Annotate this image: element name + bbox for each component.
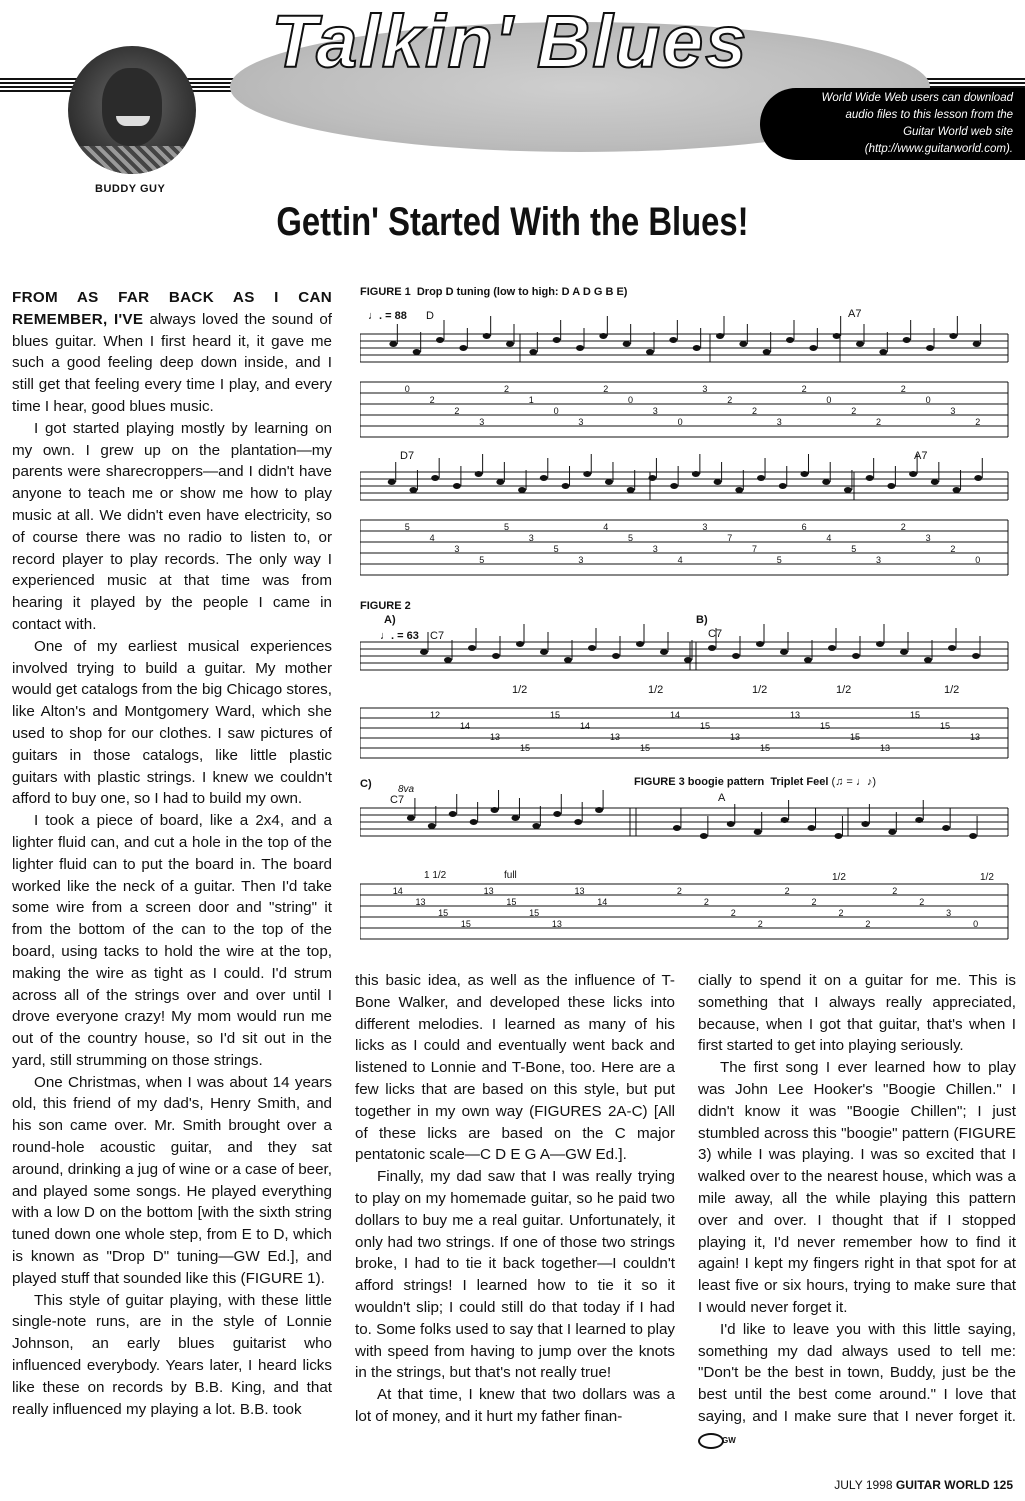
- note-head: [727, 821, 735, 827]
- web-note-line: audio files to this lesson from the: [845, 109, 1013, 121]
- figure-2c-and-3: [360, 772, 1010, 952]
- tempo-marking: ♩. = 63: [380, 630, 419, 642]
- note-head: [483, 333, 491, 339]
- tab-fret-number: 1: [528, 395, 534, 405]
- web-note-line: Guitar World web site: [903, 126, 1013, 138]
- figure-2: [360, 600, 1010, 760]
- note-head: [822, 479, 830, 485]
- note-head: [518, 487, 526, 493]
- note-head: [716, 333, 724, 339]
- note-head: [754, 829, 762, 835]
- bend-label: 1/2: [648, 684, 664, 696]
- tab-fret-number: 0: [973, 919, 979, 929]
- note-head: [844, 487, 852, 493]
- bend-label: 1/2: [836, 684, 852, 696]
- note-head: [800, 471, 808, 477]
- tab-fret-number: 2: [454, 406, 460, 416]
- tab-fret-number: 3: [528, 533, 534, 543]
- chord-symbol: C7: [708, 628, 723, 640]
- note-head: [388, 479, 396, 485]
- note-head: [599, 333, 607, 339]
- chord-symbol: A7: [914, 450, 928, 462]
- tab-fret-number: 3: [946, 908, 952, 918]
- note-head: [529, 349, 537, 355]
- note-head: [684, 657, 692, 663]
- tab-fret-number: 15: [529, 908, 540, 918]
- tab-fret-number: 3: [652, 406, 658, 416]
- web-download-note: [760, 88, 1025, 160]
- paragraph: One of my earliest musical experiences involved trying to build a guitar. My mother would get catalogs from the big Chicago stores, like Alton's and Montgomery Ward, which she used to shop for our clothes. I saw pictures of guitars in those catalogs, like little plastic guitars with plastic strings. I knew we couldn't afford to buy one, so I had to build my own.: [12, 637, 332, 808]
- figure-label: FIGURE 1: [360, 286, 411, 298]
- tab-fret-number: 13: [551, 919, 562, 929]
- note-head: [428, 823, 436, 829]
- tab-fret-number: 3: [876, 555, 882, 565]
- note-head: [856, 341, 864, 347]
- note-head: [673, 825, 681, 831]
- note-head: [389, 341, 397, 347]
- tab-fret-number: 0: [975, 555, 981, 565]
- tab-fret-number: 13: [970, 732, 981, 742]
- tab-fret-number: 2: [838, 908, 844, 918]
- tab-fret-number: 5: [553, 544, 559, 554]
- tab-fret-number: 13: [490, 732, 501, 742]
- note-head: [887, 483, 895, 489]
- note-head: [506, 341, 514, 347]
- tab-fret-number: 13: [610, 732, 621, 742]
- note-head: [444, 657, 452, 663]
- note-head: [876, 641, 884, 647]
- tab-fret-number: 14: [460, 721, 471, 731]
- article-column-3: [698, 970, 1016, 1450]
- photo-caption: BUDDY GUY: [95, 183, 166, 195]
- note-head: [612, 653, 620, 659]
- note-head: [475, 471, 483, 477]
- tab-fret-number: 3: [776, 417, 782, 427]
- tab-fret-number: 15: [760, 743, 771, 753]
- part-label: A): [384, 614, 396, 626]
- note-head: [670, 483, 678, 489]
- note-head: [909, 471, 917, 477]
- photo-shirt: [78, 146, 186, 174]
- note-head: [903, 337, 911, 343]
- note-head: [693, 345, 701, 351]
- swing-notation-icon: (♫ = ♩♪): [831, 776, 877, 788]
- tab-fret-number: 2: [975, 417, 981, 427]
- paragraph: [698, 1319, 1016, 1450]
- tab-fret-number: 7: [727, 533, 733, 543]
- note-head: [834, 833, 842, 839]
- paragraph: This style of guitar playing, with these little single-note runs, are in the style of Lonnie Johnson, an early blues guitarist who influenced everybody. Years later, I heard licks like these on records by B.B. King, and that really influenced my playing a lot. B.B. took: [12, 1291, 332, 1418]
- tab-fret-number: 3: [950, 406, 956, 416]
- paragraph-text: I'd like to leave you with this little saying, something my dad always used to tell me: "Don't be the best in town, Buddy, just be the best until the best come around." I love that saying, and I make sure that I never forget it.: [698, 1320, 1016, 1425]
- tab-fret-number: 0: [628, 395, 634, 405]
- note-head: [511, 815, 519, 821]
- note-head: [700, 833, 708, 839]
- tab-fret-number: 12: [430, 710, 441, 720]
- bend-label: 1/2: [944, 684, 960, 696]
- tab-fret-number: 2: [429, 395, 435, 405]
- note-head: [413, 349, 421, 355]
- part-label: B): [696, 614, 708, 626]
- tab-fret-number: 2: [892, 886, 898, 896]
- tempo-marking: ♩. = 88: [368, 310, 407, 322]
- tab-fret-number: 2: [752, 406, 758, 416]
- note-head: [692, 471, 700, 477]
- tab-fret-number: 2: [876, 417, 882, 427]
- note-head: [780, 649, 788, 655]
- tab-fret-number: 14: [670, 710, 681, 720]
- part-label: C): [360, 778, 372, 790]
- note-head: [491, 807, 499, 813]
- tab-fret-number: 5: [504, 522, 510, 532]
- note-head: [583, 471, 591, 477]
- note-head: [453, 483, 461, 489]
- paragraph: One Christmas, when I was about 14 years old, this friend of my dad's, Henry Smith, and his son came over. Mr. Smith brought over a round-hole acoustic guitar, and they sat around, drinking a jug of wine or a case of beer, and played some songs. He played everything with a low D on the bottom [with the sixth string tuned down one whole step, from E to D, which is known as "Drop D" tuning—GW Ed.], and played stuff that sounded like this (FIGURE 1).: [12, 1073, 332, 1287]
- tab-fret-number: 4: [826, 533, 832, 543]
- tab-fret-number: 5: [404, 522, 410, 532]
- tab-fret-number: 15: [640, 743, 651, 753]
- note-head: [757, 475, 765, 481]
- note-head: [669, 337, 677, 343]
- note-head: [781, 817, 789, 823]
- note-head: [900, 649, 908, 655]
- tab-fret-number: 2: [851, 406, 857, 416]
- note-head: [879, 349, 887, 355]
- note-head: [636, 641, 644, 647]
- bend-label: 1/2: [752, 684, 768, 696]
- note-head: [496, 479, 504, 485]
- chord-symbol: C7: [390, 794, 405, 806]
- tab-fret-number: 7: [752, 544, 758, 554]
- note-head: [763, 349, 771, 355]
- note-head: [532, 823, 540, 829]
- figure-2-heading: FIGURE 2: [360, 600, 411, 612]
- tab-fret-number: 2: [865, 919, 871, 929]
- note-head: [828, 645, 836, 651]
- figure-label: FIGURE 3: [634, 776, 685, 788]
- note-head: [553, 337, 561, 343]
- tab-fret-number: 2: [811, 897, 817, 907]
- page-footer: [834, 1478, 1013, 1492]
- note-head: [646, 349, 654, 355]
- paragraph: I took a piece of board, like a 2x4, and a lighter fluid can, and cut a hole in the top of the lighter fluid can to put the board in. The board worked like the neck of a guitar. Then I'd take some wire from a screen door and "string" it from the bottom of the can to the top of the board, using tacks to hold the wire at the top, making the wire as tight as I could. I'd strum across all of the strings over and over until I drove everyone crazy! My mom would run me out of the country house, so I'd sit out in the yard, still strumming on those strings.: [12, 812, 332, 1069]
- note-head: [786, 337, 794, 343]
- note-head: [605, 479, 613, 485]
- figure-2c-3-notation: [360, 772, 1010, 952]
- tab-fret-number: 4: [429, 533, 435, 543]
- note-head: [660, 649, 668, 655]
- tab-fret-number: 13: [415, 897, 426, 907]
- tab-fret-number: 2: [504, 384, 510, 394]
- note-head: [926, 345, 934, 351]
- bend-label: 1 1/2: [424, 870, 447, 881]
- note-head: [553, 811, 561, 817]
- tab-fret-number: 14: [597, 897, 608, 907]
- note-head: [627, 487, 635, 493]
- tab-fret-number: 2: [603, 384, 609, 394]
- note-head: [576, 345, 584, 351]
- tab-fret-number: 15: [700, 721, 711, 731]
- note-head: [808, 825, 816, 831]
- tab-fret-number: 5: [851, 544, 857, 554]
- figure-caption: Drop D tuning (low to high: D A D G B E): [416, 286, 628, 298]
- tab-fret-number: 15: [506, 897, 517, 907]
- tab-fret-number: 13: [574, 886, 585, 896]
- note-head: [739, 341, 747, 347]
- tab-fret-number: 5: [479, 555, 485, 565]
- tab-fret-number: 15: [940, 721, 951, 731]
- note-head: [924, 657, 932, 663]
- tab-fret-number: 2: [900, 522, 906, 532]
- note-head: [942, 825, 950, 831]
- tab-fret-number: 2: [801, 384, 807, 394]
- tab-fret-number: 3: [925, 533, 931, 543]
- chord-symbol: A7: [848, 308, 862, 320]
- note-head: [436, 337, 444, 343]
- note-head: [459, 345, 467, 351]
- gw-logo-icon: GW: [698, 1433, 724, 1449]
- tab-fret-number: 0: [553, 406, 559, 416]
- article-column-1: [12, 287, 332, 1420]
- note-head: [888, 829, 896, 835]
- tab-fret-number: 2: [900, 384, 906, 394]
- paragraph: this basic idea, as well as the influence of T-Bone Walker, and developed these licks into different melodies. I learned as many of his licks as I could and eventually went back and listened to Lonnie and T-Bone, too. Here are a few licks that are based on this style, but put together in my own way (FIGURES 2A-C) [All of these licks are based on the C major pentatonic scale—C D E G A—GW Ed.].: [355, 972, 675, 1164]
- feel-marking: Triplet Feel: [770, 776, 829, 788]
- note-head: [974, 475, 982, 481]
- buddy-guy-photo: [68, 46, 196, 174]
- tab-fret-number: 3: [479, 417, 485, 427]
- note-head: [540, 475, 548, 481]
- tab-fret-number: 4: [603, 522, 609, 532]
- note-head: [953, 487, 961, 493]
- note-head: [714, 479, 722, 485]
- bend-label: full: [504, 870, 517, 881]
- tab-fret-number: 3: [652, 544, 658, 554]
- web-note-line: (http://www.guitarworld.com).: [864, 143, 1013, 155]
- chord-symbol: D7: [400, 450, 415, 462]
- tab-fret-number: 2: [919, 897, 925, 907]
- note-head: [732, 653, 740, 659]
- note-head: [409, 487, 417, 493]
- note-head: [595, 807, 603, 813]
- tab-fret-number: 13: [880, 743, 891, 753]
- bend-label: 1/2: [832, 872, 846, 883]
- tab-fret-number: 5: [776, 555, 782, 565]
- tab-fret-number: 2: [727, 395, 733, 405]
- note-head: [470, 819, 478, 825]
- tab-fret-number: 4: [677, 555, 683, 565]
- tab-fret-number: 0: [677, 417, 683, 427]
- tab-fret-number: 15: [820, 721, 831, 731]
- note-head: [468, 645, 476, 651]
- note-head: [779, 483, 787, 489]
- page-header: [0, 0, 1025, 200]
- note-head: [562, 483, 570, 489]
- note-head: [492, 653, 500, 659]
- chord-symbol: C7: [430, 630, 445, 642]
- paragraph: [12, 287, 332, 418]
- tab-fret-number: 13: [730, 732, 741, 742]
- tab-fret-number: 14: [392, 886, 403, 896]
- note-head: [756, 641, 764, 647]
- paragraph: cially to spend it on a guitar for me. This is something that I always really appreciated, because, when I got that guitar, that's when I first started to get into playing seriously.: [698, 972, 1016, 1055]
- paragraph: Finally, my dad saw that I was really trying to play on my homemade guitar, so he paid two dollars to buy me a real guitar. Unfortunately, it only had two strings. If one of those two strings broke, I had to tie it back together—I couldn't afford strings! I learned how to tie it so it wouldn't slip; I could still do that today if I had to. Some folks used to say that I learned to play with speed from having to jump over the knots in the strings, but that's not really true!: [355, 1168, 675, 1382]
- tab-fret-number: 13: [790, 710, 801, 720]
- note-head: [804, 657, 812, 663]
- note-head: [574, 819, 582, 825]
- photo-smile: [116, 116, 150, 126]
- tab-fret-number: 15: [460, 919, 471, 929]
- tab-fret-number: 13: [483, 886, 494, 896]
- tab-fret-number: 2: [730, 908, 736, 918]
- note-head: [973, 341, 981, 347]
- photo-face: [102, 68, 162, 146]
- figure-2-notation: [360, 600, 1010, 760]
- note-head: [948, 645, 956, 651]
- tab-fret-number: 15: [438, 908, 449, 918]
- tab-fret-number: 2: [950, 544, 956, 554]
- tab-fret-number: 3: [454, 544, 460, 554]
- figure-caption: boogie pattern: [687, 776, 765, 788]
- paragraph: I got started playing mostly by learning on my own. I grew up on the plantation—my parents were sharecroppers—and I didn't have anyone to teach me or show me how to play music at all. We didn't even have electricity, so of course there was no radio to listen to, or record player to play records. The only way I experienced music at that time was from hearing it played by the people I came in contact with.: [12, 419, 332, 633]
- note-head: [949, 333, 957, 339]
- figure-1: [360, 286, 1010, 586]
- note-head: [407, 815, 415, 821]
- paragraph: At that time, I knew that two dollars was a lot of money, and it hurt my father finan-: [355, 1386, 675, 1425]
- paragraph: The first song I ever learned how to play was John Lee Hooker's "Boogie Chillen." I didn't know it was "Boogie Chillen"; I just stumbled across this "boogie" pattern (FIGURE 3) while I was playing. I was so excited that I walked over to the nearest house, which was a mile away, all the while playing this pattern over and over. I thought that if I stopped playing it, I'd never remember how to find it again! I kept my fingers right in that spot for at least five or six hours, trying to make sure that I would never forget it.: [698, 1059, 1016, 1316]
- note-head: [540, 649, 548, 655]
- tab-fret-number: 2: [676, 886, 682, 896]
- article-column-2: [355, 970, 675, 1428]
- note-head: [809, 345, 817, 351]
- note-head: [852, 653, 860, 659]
- tab-fret-number: 0: [925, 395, 931, 405]
- column-banner: Talkin' Blues: [271, 0, 749, 83]
- magazine-name: GUITAR WORLD: [895, 1478, 990, 1492]
- page-number: 125: [992, 1478, 1013, 1492]
- article-title: Gettin' Started With the Blues!: [276, 200, 749, 244]
- tab-fret-number: 15: [850, 732, 861, 742]
- note-head: [420, 649, 428, 655]
- issue-date: JULY 1998: [834, 1478, 893, 1492]
- paragraph-text: always loved the sound of blues guitar. When I first heard it, it gave me such a good feeling deep down inside, and I still get that feeling every time I play, and every time I hear, good blues music.: [12, 310, 332, 415]
- lead-in: FROM AS FAR BACK AS I CAN REMEMBER, I'VE: [12, 289, 332, 328]
- note-head: [735, 487, 743, 493]
- note-head: [833, 333, 841, 339]
- tab-fret-number: 3: [578, 555, 584, 565]
- bend-label: 1/2: [980, 872, 994, 883]
- bend-label: 1/2: [512, 684, 528, 696]
- note-head: [516, 641, 524, 647]
- tab-fret-number: 2: [703, 897, 709, 907]
- tab-fret-number: 15: [910, 710, 921, 720]
- tab-fret-number: 15: [520, 743, 531, 753]
- note-head: [866, 475, 874, 481]
- figure-1-notation: [360, 286, 1010, 586]
- tab-fret-number: 3: [578, 417, 584, 427]
- tab-fret-number: 0: [826, 395, 832, 405]
- tab-fret-number: 15: [550, 710, 561, 720]
- note-head: [449, 811, 457, 817]
- chord-symbol: A: [718, 792, 726, 804]
- web-note-line: World Wide Web users can download: [821, 92, 1013, 104]
- note-head: [969, 833, 977, 839]
- ottava-mark: 8va: [398, 784, 415, 795]
- tab-fret-number: 2: [757, 919, 763, 929]
- note-head: [931, 479, 939, 485]
- tab-fret-number: 3: [702, 384, 708, 394]
- note-head: [588, 645, 596, 651]
- tab-fret-number: 5: [628, 533, 634, 543]
- note-head: [564, 657, 572, 663]
- note-head: [861, 821, 869, 827]
- tab-fret-number: 0: [404, 384, 410, 394]
- note-head: [915, 817, 923, 823]
- note-head: [431, 475, 439, 481]
- note-head: [623, 341, 631, 347]
- chord-symbol: D: [426, 310, 434, 322]
- tab-fret-number: 6: [801, 522, 807, 532]
- tab-fret-number: 3: [702, 522, 708, 532]
- note-head: [708, 645, 716, 651]
- tab-fret-number: 14: [580, 721, 591, 731]
- tab-fret-number: 2: [784, 886, 790, 896]
- note-head: [972, 653, 980, 659]
